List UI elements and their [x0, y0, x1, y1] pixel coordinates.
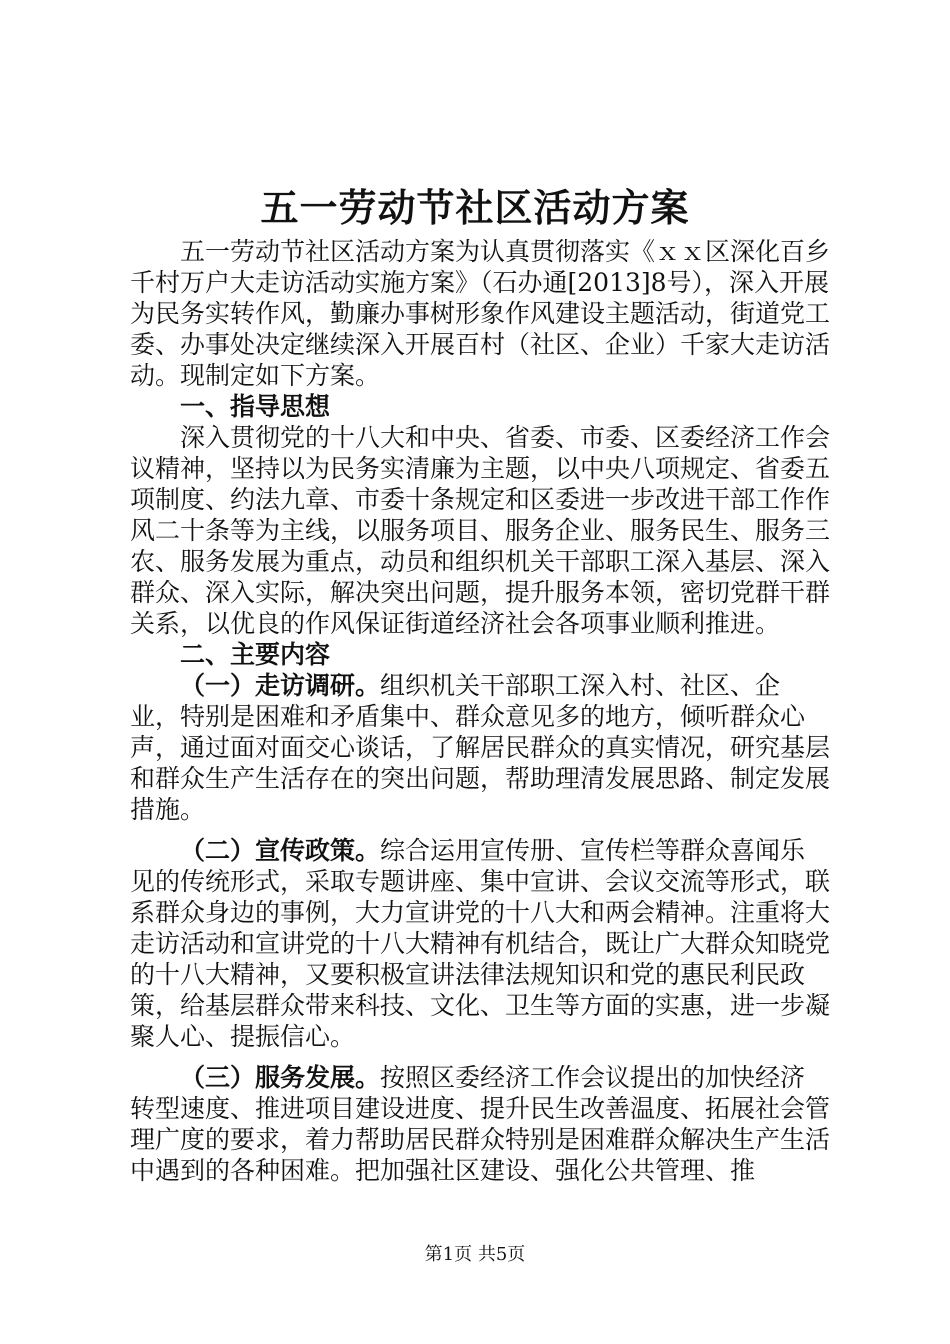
item-paragraph-promote-policy	[130, 835, 830, 1052]
item-text-promote-policy: 综合运用宣传册、宣传栏等群众喜闻乐见的传统形式，采取专题讲座、集中宣讲、会议交流等形式，联系群众身边的事例，大力宣讲党的十八大和两会精神。注重将大走访活动和宣讲党的十八大精神有机结合，既让广大群众知晓党的十八大精神，又要积极宣讲法律法规知识和党的惠民利民政策，给基层群众带来科技、文化、卫生等方面的实惠，进一步凝聚人心、提振信心。	[130, 836, 831, 1051]
section-heading-guiding-ideology: 一、指导思想	[180, 392, 331, 421]
item-paragraph-serve-development	[130, 1062, 830, 1186]
item-paragraph-visit-research	[130, 670, 830, 825]
item-text-visit-research: 组织机关干部职工深入村、社区、企业，特别是困难和矛盾集中、群众意见多的地方，倾听群众心声，通过面对面交心谈话，了解居民群众的真实情况，研究基层和群众生产生活存在的突出问题，帮助理清发展思路、制定发展措施。	[130, 671, 831, 824]
document-body	[130, 236, 830, 1186]
item-lead-promote-policy: （二）宣传政策。	[180, 836, 381, 865]
item-lead-serve-development: （三）服务发展。	[180, 1063, 381, 1092]
document-title: 五一劳动节社区活动方案	[260, 185, 690, 230]
section-paragraph-guiding-ideology: 深入贯彻党的十八大和中央、省委、市委、区委经济工作会议精神，坚持以为民务实清廉为主题，以中央八项规定、省委五项制度、约法九章、市委十条规定和区委进一步改进干部工作作风二十条等为主线，以服务项目、服务企业、服务民生、服务三农、服务发展为重点，动员和组织机关干部职工深入基层、深入群众、深入实际，解决突出问题，提升服务本领，密切党群干群关系，以优良的作风保证街道经济社会各项事业顺利推进。	[130, 423, 831, 638]
intro-paragraph: 五一劳动节社区活动方案为认真贯彻落实《ｘｘ区深化百乡千村万户大走访活动实施方案》（石办通[2013]8号），深入开展为民务实转作风，勤廉办事树形象作风建设主题活动，街道党工委、办事处决定继续深入开展百村（社区、企业）千家大走访活动。现制定如下方案。	[130, 237, 831, 390]
item-lead-visit-research: （一）走访调研。	[180, 671, 381, 700]
section-heading-main-content: 二、主要内容	[180, 640, 331, 669]
item-text-serve-development: 按照区委经济工作会议提出的加快经济转型速度、推进项目建设进度、提升民生改善温度、拓展社会管理广度的要求，着力帮助居民群众特别是困难群众解决生产生活中遇到的各种困难。把加强社区建设、强化公共管理、推	[130, 1063, 831, 1185]
page-number-footer: 第1页 共5页	[424, 1244, 526, 1265]
